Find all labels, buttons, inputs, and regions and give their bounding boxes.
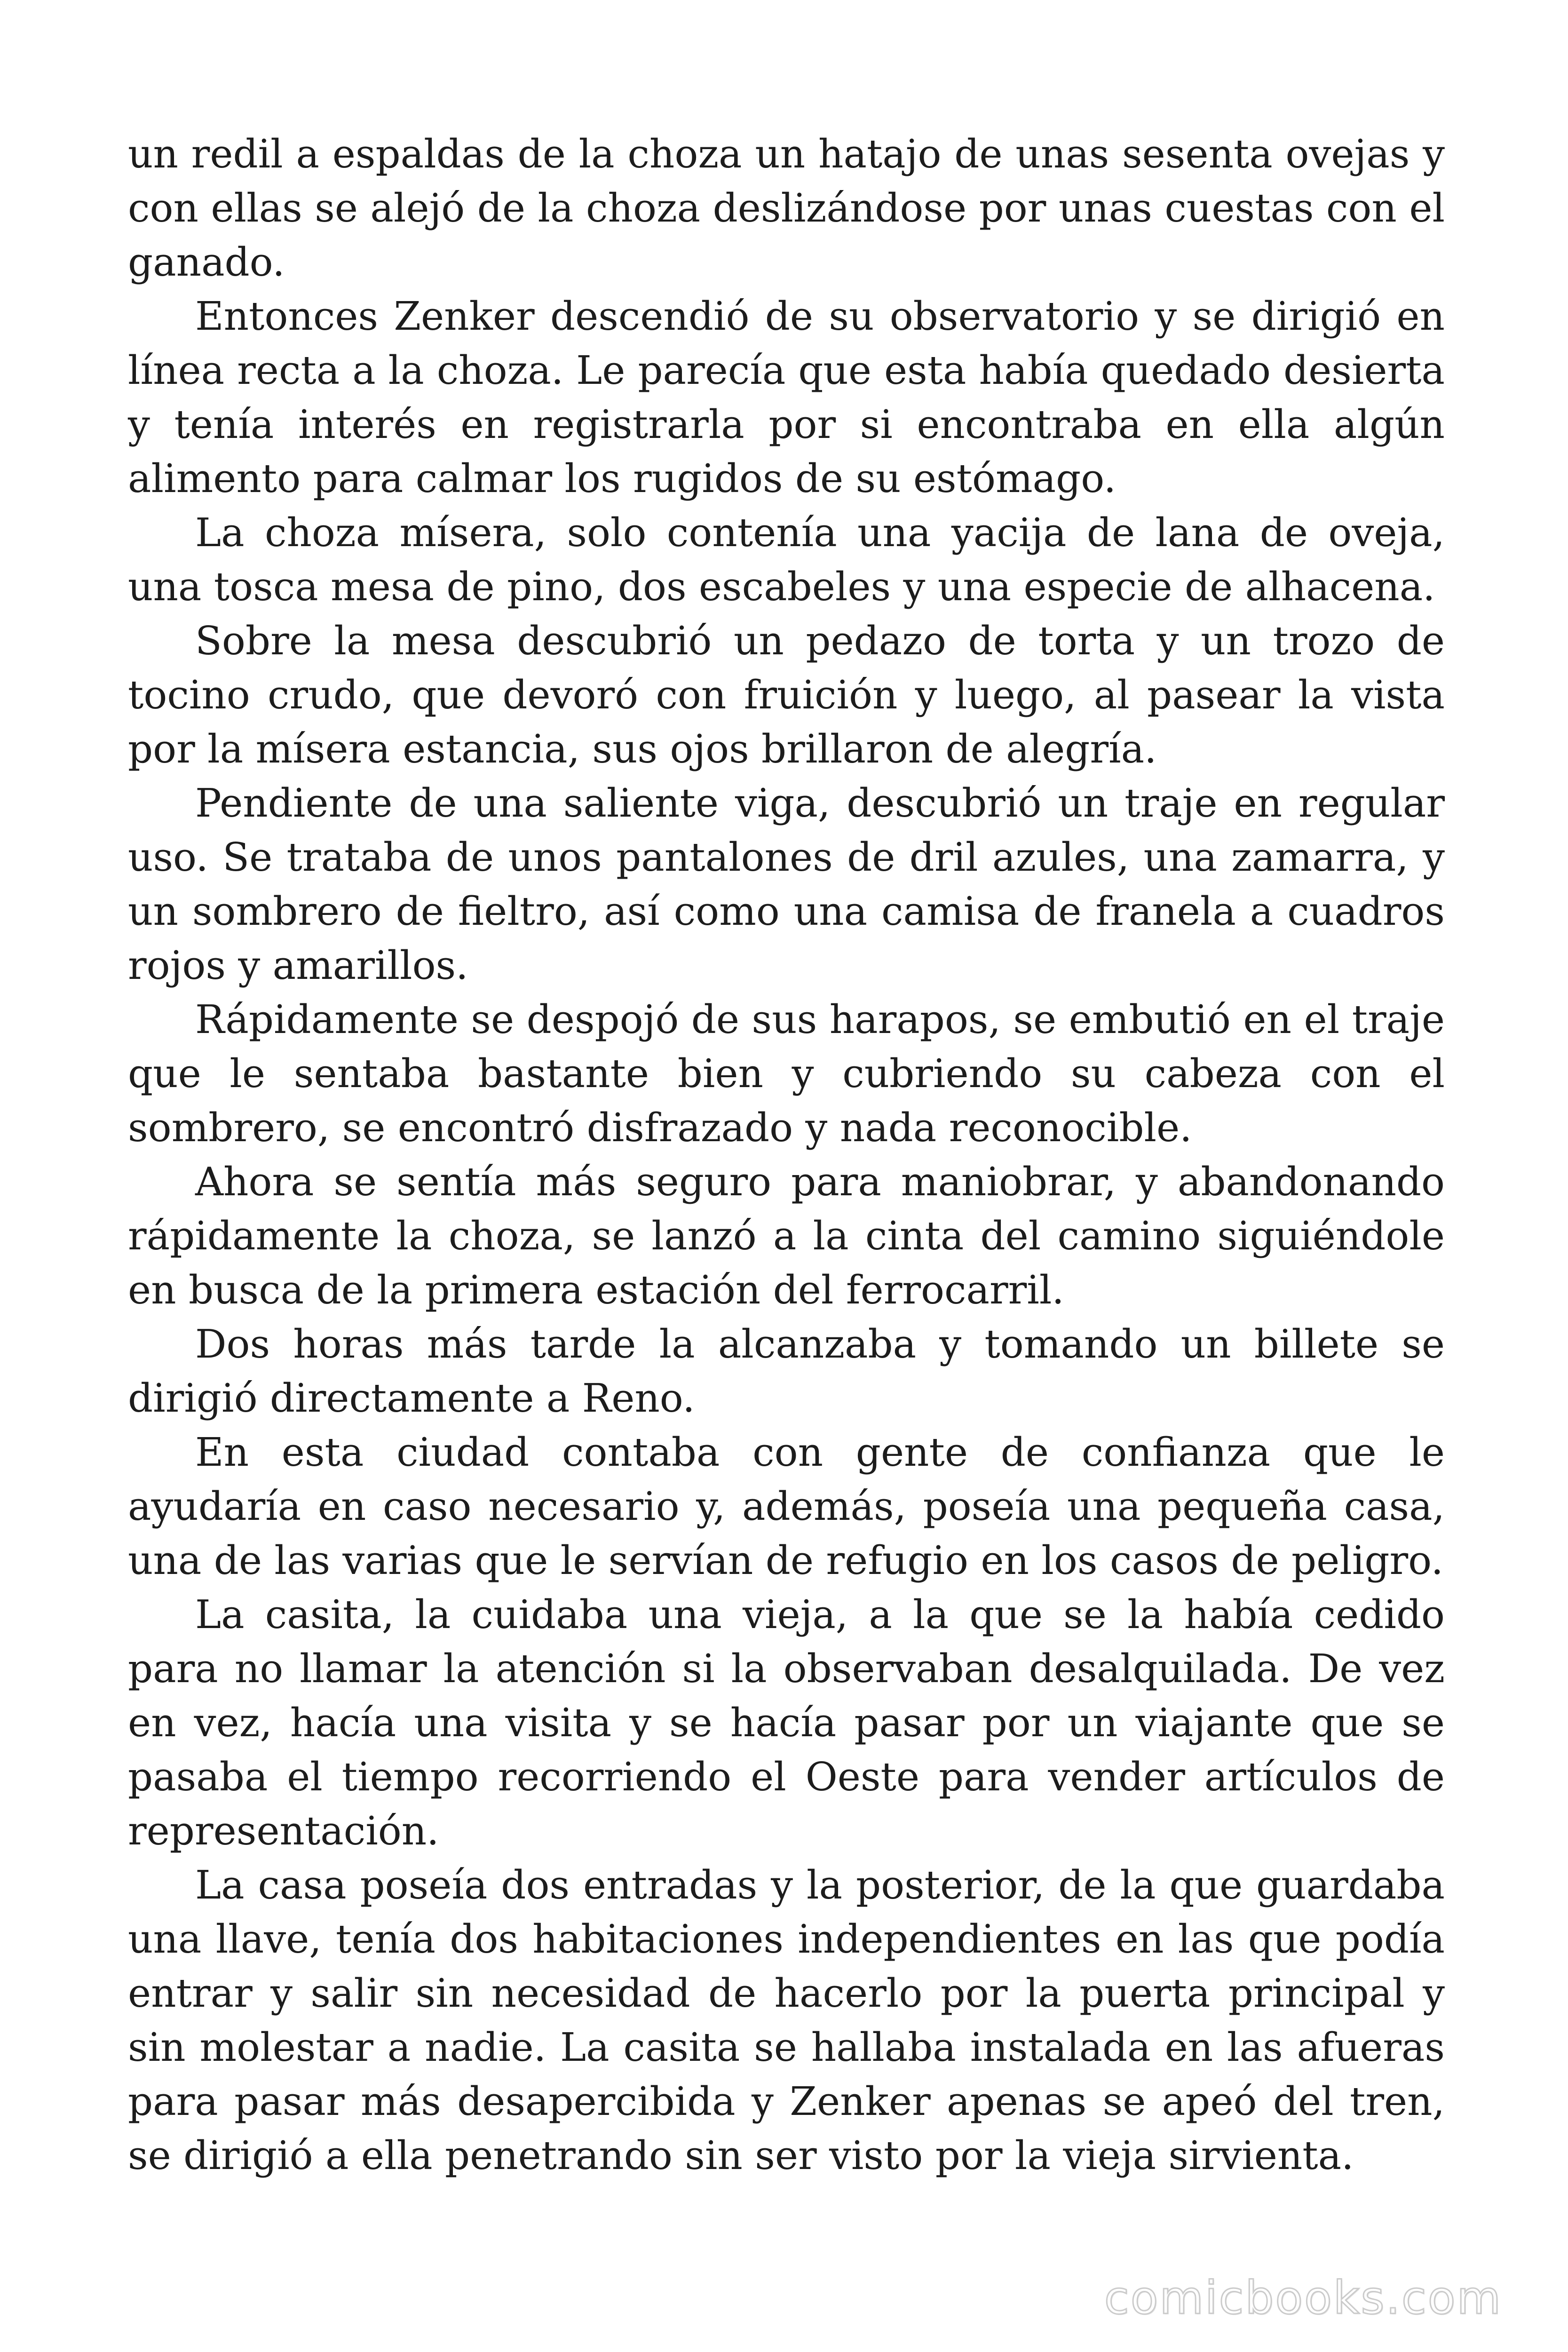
paragraph: En esta ciudad contaba con gente de confianza que le ayudaría en caso necesario y, además, poseía una pequeña casa, una de las varias que le servían de refugio en los casos de peligro. (128, 1430, 1445, 1583)
paragraph: La casita, la cuidaba una vieja, a la que se la había cedido para no llamar la atención si la observaban desalquilada. De vez en vez, hacía una visita y se hacía pasar por un viajante que se pasaba el tiempo recorriendo el Oeste para vender artículos de representación. (128, 1592, 1445, 1854)
watermark: comicbooks.com (1104, 2272, 1502, 2324)
paragraph-continued: un redil a espaldas de la choza un hatajo de unas sesenta ovejas y con ellas se alejó de la choza deslizándose por unas cuestas con el ganado. (128, 131, 1445, 285)
paragraph: Ahora se sentía más seguro para maniobrar, y abandonando rápidamente la choza, se lanzó a la cinta del camino siguiéndole en busca de la primera estación del ferrocarril. (128, 1159, 1445, 1313)
paragraph: La choza mísera, solo contenía una yacija de lana de oveja, una tosca mesa de pino, dos escabeles y una especie de alhacena. (128, 510, 1445, 610)
paragraph: La casa poseía dos entradas y la posterior, de la que guardaba una llave, tenía dos habitaciones independientes en las que podía entrar y salir sin necesidad de hacerlo por la puerta principal y sin molestar a nadie. La casita se hallaba instalada en las afueras para pasar más desapercibida y Zenker apenas se apeó del tren, se dirigió a ella penetrando sin ser visto por la vieja sirvienta. (128, 1862, 1445, 2178)
paragraph: Rápidamente se despojó de sus harapos, se embutió en el traje que le sentaba bastante bien y cubriendo su cabeza con el sombrero, se encontró disfrazado y nada reconocible. (128, 997, 1445, 1151)
book-page-text (128, 127, 1445, 2183)
paragraph: Sobre la mesa descubrió un pedazo de torta y un trozo de tocino crudo, que devoró con fruición y luego, al pasear la vista por la mísera estancia, sus ojos brillaron de alegría. (128, 618, 1445, 772)
paragraph: Dos horas más tarde la alcanzaba y tomando un billete se dirigió directamente a Reno. (128, 1321, 1445, 1421)
paragraph: Pendiente de una saliente viga, descubrió un traje en regular uso. Se trataba de unos pantalones de dril azules, una zamarra, y un sombrero de fieltro, así como una camisa de franela a cuadros rojos y amarillos. (128, 780, 1445, 988)
paragraph: Entonces Zenker descendió de su observatorio y se dirigió en línea recta a la choza. Le parecía que esta había quedado desierta y tenía interés en registrarla por si encontraba en ella algún alimento para calmar los rugidos de su estómago. (128, 294, 1445, 501)
